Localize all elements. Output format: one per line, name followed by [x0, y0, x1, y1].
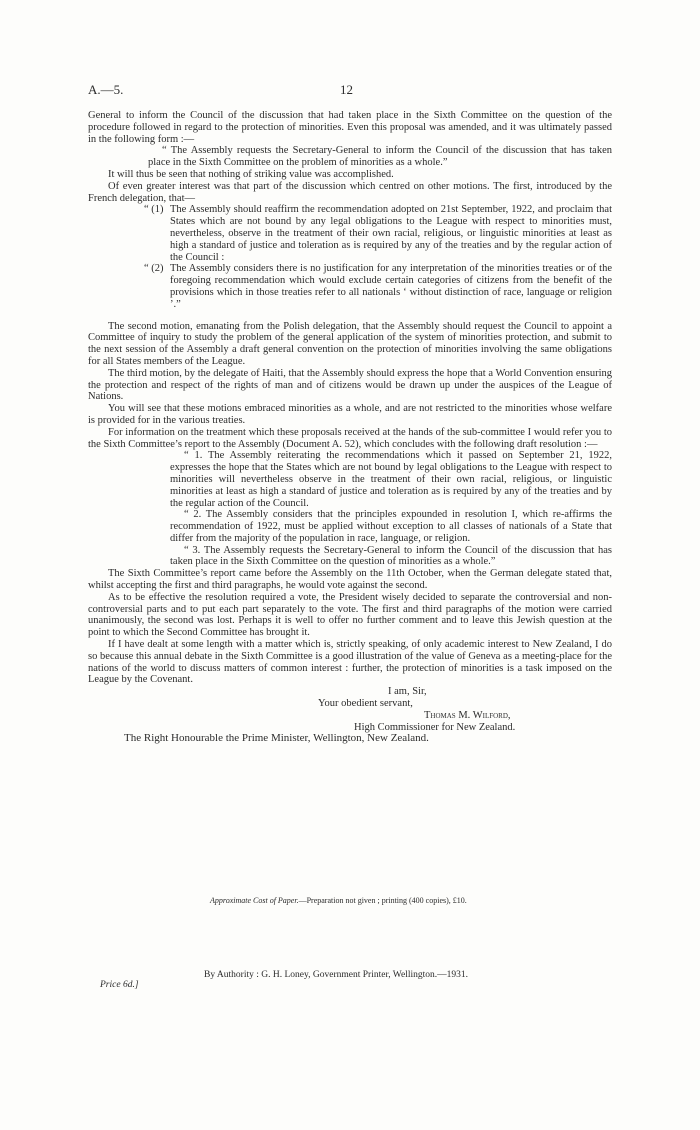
price-note: Price 6d.] [100, 980, 139, 990]
cost-label: Approximate Cost of Paper. [210, 896, 299, 905]
motion-number: “ (2) [144, 263, 164, 275]
cost-note [210, 896, 467, 905]
paragraph: For information on the treatment which these proposals received at the hands of the sub-committee I would refer you to the Sixth Committee’s report to the Assembly (Document A. 52), which concludes with the following draft resolution :— [88, 426, 612, 450]
signatory-name: Thomas M. Wilford, [424, 709, 511, 721]
cost-text: —Preparation not given ; printing (400 copies), £10. [298, 896, 467, 905]
paragraph: You will see that these motions embraced minorities as a whole, and are not restricted to the minorities whose welfare is provided for in the various treaties. [88, 403, 612, 426]
paragraph: It will thus be seen that nothing of striking value was accomplished. [108, 168, 394, 180]
paragraph: If I have dealt at some length with a matter which is, strictly speaking, of only academic interest to New Zealand, I do so because this annual debate in the Sixth Committee is a good illustration of the value of Geneva as a meeting-place for the nations of the world to discuss matters of common interest : further, the protection of minorities is a task imposed on the League by the Covenant. [88, 639, 612, 686]
signatory-title: High Commissioner for New Zealand. [354, 721, 516, 733]
page-header [88, 82, 608, 98]
draft-resolution-1: “ 1. The Assembly reiterating the recommendations which it passed on September 21, 1922, expresses the hope that the States which are not bound by legal obligations to the League with respect to minorities will nevertheless observe in the treatment of their own racial, religious, or linguistic minorities at least as high a standard of justice and toleration as is required by any of the treaties and by the regular action of the Council. [170, 450, 612, 509]
draft-resolution-3: “ 3. The Assembly requests the Secretary-General to inform the Council of the discussion that has taken place in the Sixth Committee on the question of minorities as a whole.” [170, 544, 612, 568]
motion-number: “ (1) [144, 204, 164, 216]
letter-body [88, 110, 612, 745]
paragraph: Of even greater interest was that part of the discussion which centred on other motions. The first, introduced by the French delegation, that— [88, 180, 612, 204]
paragraph: The second motion, emanating from the Polish delegation, that the Assembly should request the Council to appoint a Committee of inquiry to study the problem of the general application of the system of minorities protection, and submit to the next session of the Assembly a draft general convention on the protection of minorities involving the same obligations for all States members of the League. [88, 320, 612, 367]
motion-item-1 [144, 204, 612, 263]
paragraph: The third motion, by the delegate of Haiti, that the Assembly should express the hope that a World Convention ensuring the protection and respect of the rights of man and of citizens would be drawn up under the auspices of the League of Nations. [88, 367, 612, 403]
motion-text: The Assembly should reaffirm the recommendation adopted on 21st September, 1922, and proclaim that States which are not bound by any legal obligations to the League with respect to minorities must, nevertheless, observe in the treatment of their own racial, religious, or linguistic minorities at least as high a standard of justice and toleration as is required by any of the treaties and by the regular action of the Council : [170, 204, 612, 263]
motion-item-2 [144, 263, 612, 310]
paragraph: The Sixth Committee’s report came before the Assembly on the 11th October, when the German delegate stated that, whilst accepting the first and third paragraphs, he would vote against the second. [88, 568, 612, 592]
paragraph: As to be effective the resolution required a vote, the President wisely decided to separate the controversial and non-controversial parts and to put each part separately to the vote. The first and third paragraphs of the motion were carried unanimously, the second was lost. Perhaps it is well to offer no further comment and to leave this Jewish question at the point to which the Second Committee has brought it. [88, 591, 612, 639]
paragraph: General to inform the Council of the discussion that had taken place in the Sixth Committee on the question of the procedure followed in regard to the protection of minorities. Even this proposal was amended, and it was ultimately passed in the following form :— [88, 110, 612, 145]
page-number: 12 [340, 82, 353, 97]
closing: Your obedient servant, [318, 698, 413, 710]
signature-block [88, 686, 612, 733]
document-code: A.—5. [88, 82, 124, 97]
printer-authority: By Authority : G. H. Loney, Government Printer, Wellington.—1931. [204, 970, 469, 980]
quoted-resolution: “ The Assembly requests the Secretary-General to inform the Council of the discussion that has taken place in the Sixth Committee on the problem of minorities as a whole.” [148, 145, 612, 169]
draft-resolution-2: “ 2. The Assembly considers that the principles expounded in resolution I, which re-affirms the recommendation of 1922, must be applied without exception to all classes of nationals of a State that differ from the majority of the population in race, language, or religion. [170, 509, 612, 544]
motion-text: The Assembly considers there is no justification for any interpretation of the minorities treaties or of the foregoing recommendation which would exclude certain categories of citizens from the benefit of the provisions which in those treaties refer to all nationals ‘ without distinction of race, language or religion ’.” [170, 263, 612, 310]
addressee: The Right Honourable the Prime Minister, Wellington, New Zealand. [124, 732, 429, 745]
salutation: I am, Sir, [388, 686, 427, 698]
